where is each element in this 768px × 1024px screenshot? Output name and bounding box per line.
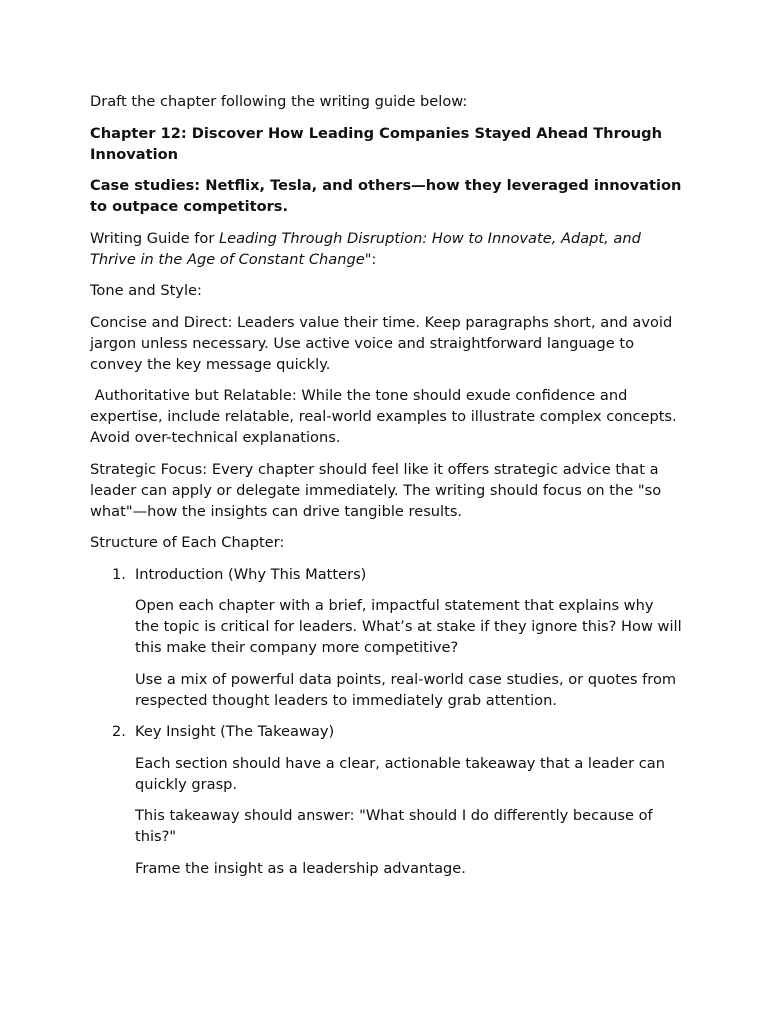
tone-item-authoritative: Authoritative but Relatable: While the tone should exude confidence and expertise, include relatable, real-world examples to illustrate complex concepts. Avoid over-technical explanations. — [90, 387, 677, 446]
chapter-title: Chapter 12: Discover How Leading Companies Stayed Ahead Through Innovation — [90, 124, 663, 163]
tone-item-concise: Concise and Direct: Leaders value their time. Keep paragraphs short, and avoid jargon unless necessary. Use active voice and straightforward language to convey the key message quickly. — [90, 313, 673, 373]
structure-item-title: Introduction (Why This Matters) — [135, 565, 367, 583]
structure-detail: Frame the insight as a leadership advantage. — [135, 859, 466, 877]
list-number: 2. — [112, 723, 126, 740]
structure-detail: Each section should have a clear, actionable takeaway that a leader can quickly grasp. — [135, 754, 665, 793]
structure-detail: Use a mix of powerful data points, real-world case studies, or quotes from respected thought leaders to immediately grab attention. — [135, 670, 677, 709]
structure-item-title: Key Insight (The Takeaway) — [135, 723, 335, 740]
writing-guide-prefix: Writing Guide for — [90, 229, 219, 247]
document-page — [90, 91, 682, 889]
intro-paragraph: Draft the chapter following the writing guide below: — [90, 93, 468, 110]
writing-guide-suffix: ": — [364, 250, 377, 268]
writing-guide-line — [90, 228, 682, 270]
tone-heading: Tone and Style: — [90, 282, 202, 299]
structure-list — [90, 564, 682, 879]
book-title: Leading Through Disruption: How to Innovate, Adapt, and Thrive in the Age of Constant Change — [90, 229, 641, 268]
structure-heading: Structure of Each Chapter: — [90, 534, 285, 551]
structure-detail: This takeaway should answer: "What should I do differently because of this?" — [135, 807, 653, 845]
structure-item-key-insight — [90, 721, 682, 879]
structure-item-introduction — [90, 564, 682, 711]
list-number: 1. — [112, 565, 126, 583]
tone-item-strategic: Strategic Focus: Every chapter should feel like it offers strategic advice that a leader can apply or delegate immediately. The writing should focus on the "so what"—how the insights can drive tangible results. — [90, 460, 662, 520]
case-studies-heading: Case studies: Netflix, Tesla, and others—how they leveraged innovation to outpace competitors. — [90, 177, 682, 215]
structure-detail: Open each chapter with a brief, impactful statement that explains why the topic is critical for leaders. What’s at stake if they ignore this? How will this make their company more competitive? — [135, 597, 682, 656]
